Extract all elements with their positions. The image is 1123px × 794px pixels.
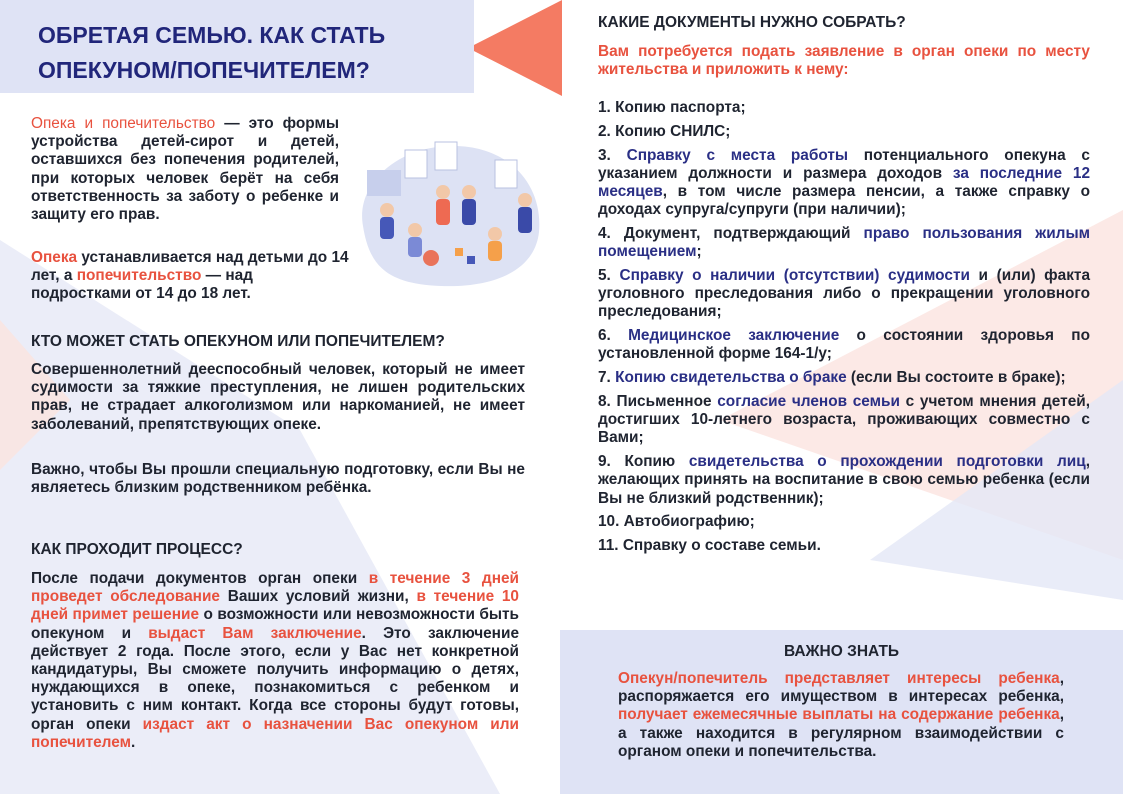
doc-item-1: 1. Копию паспорта; xyxy=(598,99,746,116)
picture-frame-3 xyxy=(495,160,517,188)
doc-item-5: 5. Справку о наличии (отсутствии) судимости и (или) факта уголовного преследования либо о прекращении уголовного преследования; xyxy=(598,267,1090,321)
doc-item-3: 3. Справку с места работы потенциального опекуна с указанием должности и размера доходов за последние 12 месяцев, в том числе размера пенсии, а также справку о доходах супруга/супруги (при наличии); xyxy=(598,146,1090,219)
title-line-1: ОБРЕТАЯ СЕМЬЮ. КАК СТАТЬ xyxy=(38,22,386,48)
important-heading: ВАЖНО ЗНАТЬ xyxy=(783,643,900,660)
who-heading: КТО МОЖЕТ СТАТЬ ОПЕКУНОМ ИЛИ ПОПЕЧИТЕЛЕМ? xyxy=(31,333,445,350)
doc-item-9: 9. Копию свидетельства о прохождении подготовки лиц, желающих принять на воспитание в свою семью ребенка (если Вы не близкий родственник); xyxy=(598,453,1090,507)
term-popechitelstvo: попечительство xyxy=(76,267,202,285)
important-box xyxy=(560,630,1123,794)
doc-item-8: 8. Письменное согласие членов семьи с учетом мнения детей, достигших 10-летнего возраста, проживающих совместно с Вами; xyxy=(598,393,1090,447)
docs-heading: КАКИЕ ДОКУМЕНТЫ НУЖНО СОБРАТЬ? xyxy=(598,14,906,31)
page-title xyxy=(38,18,458,88)
title-line-2: ОПЕКУНОМ/ПОПЕЧИТЕЛЕМ? xyxy=(38,57,370,83)
teddy-bear xyxy=(423,250,439,266)
who-text: Совершеннолетний дееспособный человек, который не имеет судимости за тяжкие преступления, не лишен родительских прав, не страдает алкоголизмом или наркоманией, не имеет заболеваний, препятствующих опеке. xyxy=(31,361,525,433)
doc-item-7: 7. Копию свидетельства о браке (если Вы состоите в браке); xyxy=(598,369,1066,387)
picture-frame-1 xyxy=(405,150,427,178)
who-note: Важно, чтобы Вы прошли специальную подготовку, если Вы не являетесь близким родственником ребёнка. xyxy=(31,461,525,497)
docs-intro: Вам потребуется подать заявление в орган опеки по месту жительства и приложить к нему: xyxy=(598,43,1090,79)
important-text: Опекун/попечитель представляет интересы ребенка, распоряжается его имуществом в интересах ребенка, получает ежемесячные выплаты на содержание ребенка, а также находится в регулярном взаимодействии с органом опеки и попечительства. xyxy=(618,670,1064,760)
salmon-triangle-top xyxy=(468,0,562,96)
doc-item-11: 11. Справку о составе семьи. xyxy=(598,537,821,555)
picture-frame-2 xyxy=(435,142,457,170)
shelf xyxy=(367,170,401,196)
term-opeka: Опека xyxy=(31,249,78,266)
process-heading: КАК ПРОХОДИТ ПРОЦЕСС? xyxy=(31,541,243,558)
intro-paragraph: Опека и попечительство — это формы устройства детей-сирот и детей, оставшихся без попечения родителей, при которых человек берёт на себя ответственность за заботу о ребенке и защиту его прав. xyxy=(31,115,339,224)
term-guardianship: Опека и попечительство xyxy=(31,115,216,132)
doc-item-2: 2. Копию СНИЛС; xyxy=(598,122,731,140)
children-playing-illustration xyxy=(345,130,545,288)
doc-item-10: 10. Автобиографию; xyxy=(598,513,755,531)
doc-item-4: 4. Документ, подтверждающий право пользования жилым помещением; xyxy=(598,225,1090,261)
doc-item-6: 6. Медицинское заключение о состоянии здоровья по установленной форме 164-1/у; xyxy=(598,327,1090,363)
process-text: После подачи документов орган опеки в течение 3 дней проведет обследование Ваших условий жизни, в течение 10 дней примет решение о возможности или невозможности быть опекуном и выдаст Вам заключение. Это заключение действует 2 года. После этого, если у Вас нет конкретной кандидатуры, Вы сможете получить информацию о детях, нуждающихся в опеке, познакомиться с ребенком и установить с ним контакт. Когда все стороны будут готовы, орган опеки издаст акт о назначении Вас опекуном или попечителем. xyxy=(31,570,520,751)
intro-age-paragraph: Опека устанавливается над детьми до 14 лет, а попечительство — над подростками от 14 до 18 лет. xyxy=(31,249,349,303)
documents-list xyxy=(598,99,1090,561)
